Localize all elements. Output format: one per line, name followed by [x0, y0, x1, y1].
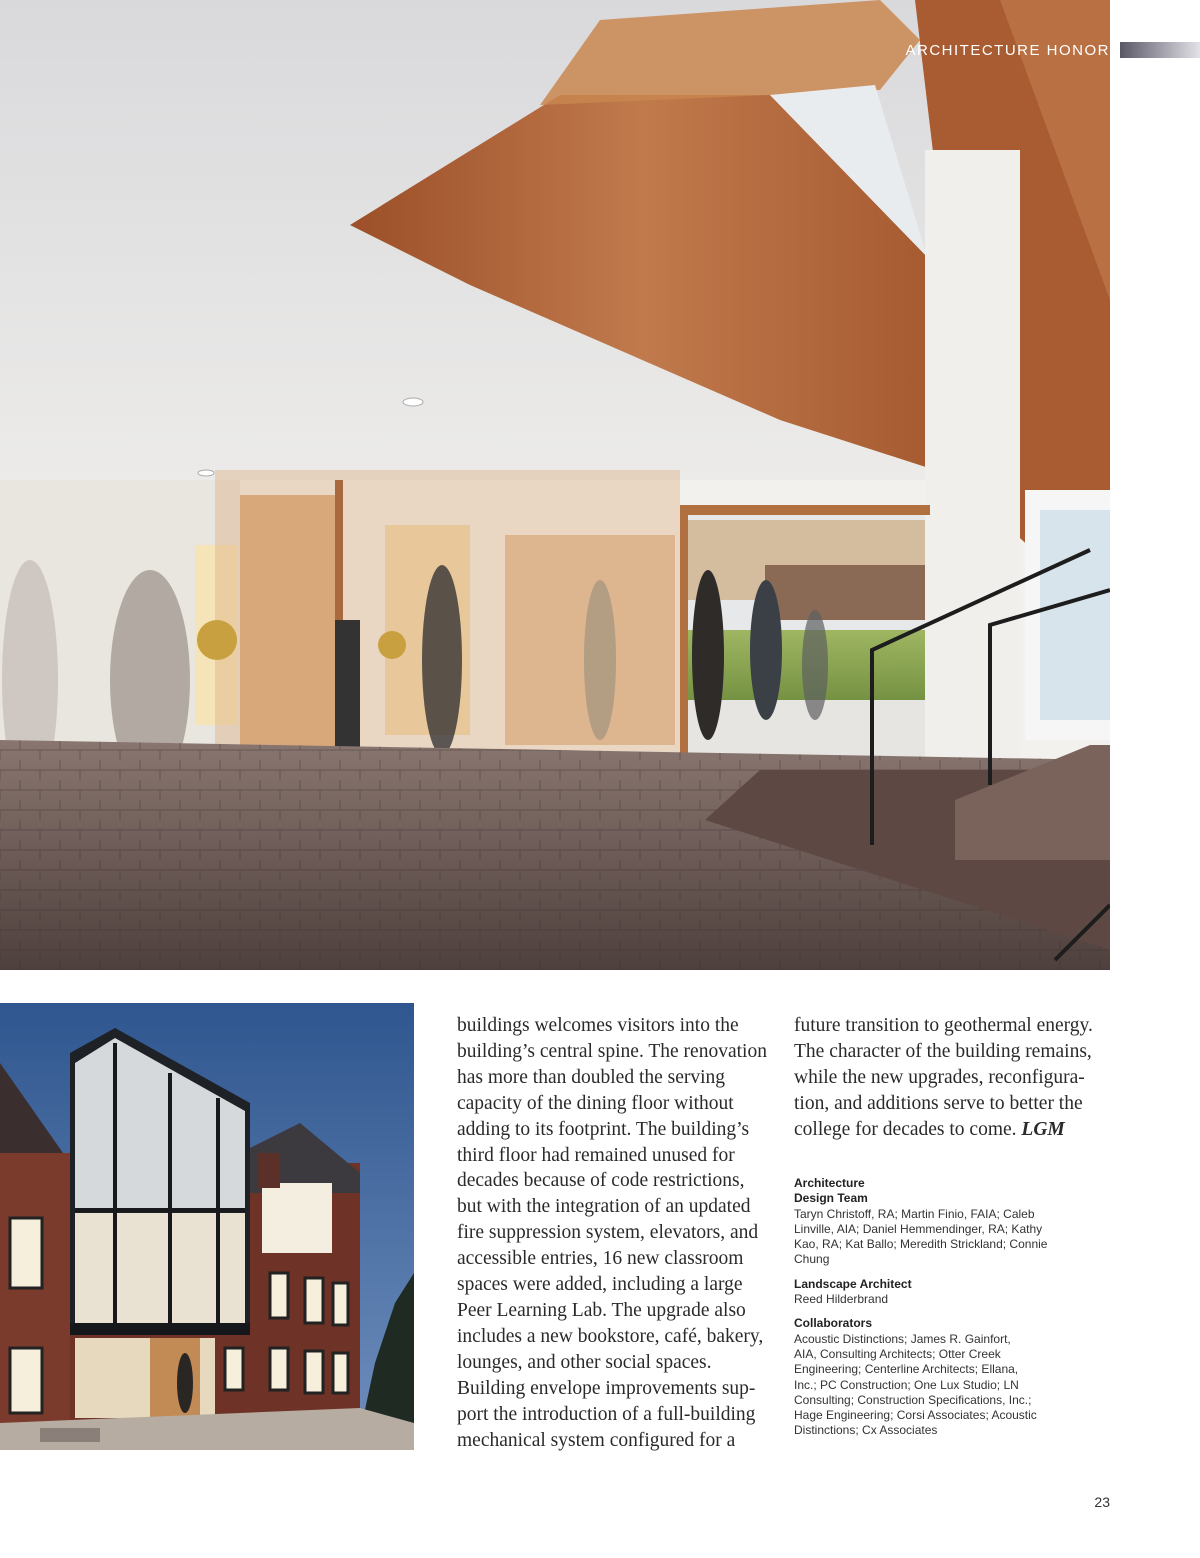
- credit-line: Hage Engineering; Corsi Associates; Acoustic: [794, 1408, 1037, 1423]
- body-line: third floor had remained unused for: [457, 1144, 735, 1166]
- credit-architecture: [794, 1176, 1094, 1268]
- credit-line: Engineering; Centerline Architects; Ellana,: [794, 1362, 1019, 1377]
- credit-heading: Collaborators: [794, 1316, 873, 1331]
- body-line: port the introduction of a full-building: [457, 1403, 756, 1425]
- body-line: includes a new bookstore, café, bakery,: [457, 1325, 764, 1347]
- body-line: mechanical system configured for a: [457, 1429, 736, 1451]
- body-line: adding to its footprint. The building’s: [457, 1118, 750, 1140]
- credit-line: Inc.; PC Construction; One Lux Studio; LN: [794, 1377, 1019, 1392]
- credit-line: Linville, AIA; Daniel Hemmendinger, RA; Kathy: [794, 1221, 1043, 1236]
- credit-line: Distinctions; Cx Associates: [794, 1423, 938, 1438]
- credit-line: Chung: [794, 1252, 830, 1267]
- body-column-right: [794, 1013, 1114, 1143]
- credit-line: Acoustic Distinctions; James R. Gainfort,: [794, 1331, 1011, 1346]
- body-line: Peer Learning Lab. The upgrade also: [457, 1299, 746, 1321]
- credit-line: Consulting; Construction Specifications, Inc.;: [794, 1392, 1032, 1407]
- credit-line: Reed Hilderbrand: [794, 1292, 889, 1307]
- body-line: future transition to geothermal energy.: [794, 1015, 1093, 1036]
- project-credits: [794, 1176, 1094, 1448]
- body-line-last: [794, 1117, 1114, 1143]
- credit-heading: Architecture: [794, 1176, 865, 1190]
- exterior-photo: [0, 1003, 414, 1450]
- body-line: building’s central spine. The renovation: [457, 1040, 767, 1062]
- credit-line: Kao, RA; Kat Ballo; Meredith Strickland; Connie: [794, 1237, 1048, 1252]
- body-column-left: [457, 1013, 777, 1453]
- body-line: lounges, and other social spaces.: [457, 1351, 712, 1373]
- body-line: tion, and additions serve to better the: [794, 1092, 1083, 1114]
- credit-line: AIA, Consulting Architects; Otter Creek: [794, 1346, 1001, 1361]
- body-line: accessible entries, 16 new classroom: [457, 1248, 744, 1270]
- credit-landscape: [794, 1277, 1094, 1308]
- body-line: but with the integration of an updated: [457, 1196, 751, 1218]
- body-line: while the new upgrades, reconfigura-: [794, 1066, 1085, 1088]
- credit-subheading: Design Team: [794, 1191, 868, 1206]
- credit-collaborators: [794, 1316, 1094, 1438]
- body-line: has more than doubled the serving: [457, 1066, 726, 1088]
- credit-heading: Landscape Architect: [794, 1276, 912, 1291]
- body-line: Building envelope improvements sup-: [457, 1377, 756, 1399]
- body-line: The character of the building remains,: [794, 1040, 1092, 1062]
- body-line: decades because of code restrictions,: [457, 1170, 745, 1192]
- body-line: buildings welcomes visitors into the: [457, 1015, 739, 1036]
- page-number: 23: [1094, 1494, 1110, 1510]
- body-line: capacity of the dining floor without: [457, 1092, 734, 1114]
- author-signature: LGM: [1021, 1118, 1065, 1140]
- credit-line: Taryn Christoff, RA; Martin Finio, FAIA; Caleb: [794, 1206, 1035, 1221]
- section-label: ARCHITECTURE HONOR: [905, 42, 1110, 59]
- body-closing-text: college for decades to come.: [794, 1118, 1017, 1140]
- exterior-illustration: [0, 1003, 414, 1450]
- body-line: fire suppression system, elevators, and: [457, 1222, 759, 1244]
- body-line: spaces were added, including a large: [457, 1274, 743, 1296]
- section-label-bar: [1120, 42, 1200, 58]
